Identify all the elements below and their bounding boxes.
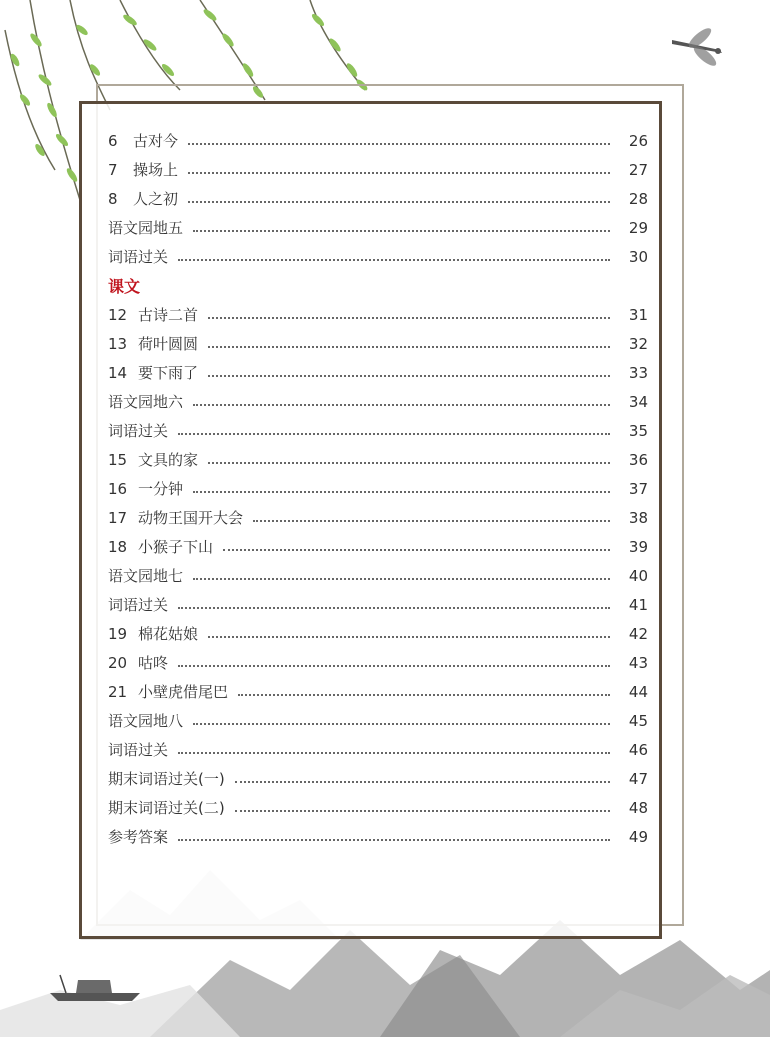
boat-icon	[50, 975, 140, 1001]
toc-entry[interactable]	[108, 504, 648, 533]
toc-entry[interactable]	[108, 301, 648, 330]
dot-leader	[208, 317, 610, 319]
dot-leader	[188, 172, 610, 174]
toc-entry-page: 40	[628, 567, 648, 585]
dot-leader	[178, 665, 610, 667]
toc-entry-page: 34	[628, 393, 648, 411]
dot-leader	[208, 375, 610, 377]
toc-entry-title: 咕咚	[138, 654, 169, 672]
toc-entry[interactable]	[108, 475, 648, 504]
toc-group-a	[108, 127, 648, 272]
toc-entry[interactable]	[108, 620, 648, 649]
toc-entry-title: 期末词语过关(一)	[108, 770, 225, 788]
dot-leader	[178, 752, 610, 754]
toc-entry-number: 12	[108, 306, 128, 324]
toc-entry-title: 古对今	[133, 132, 179, 150]
toc-entry-page: 49	[628, 828, 648, 846]
toc-entry-page: 26	[628, 132, 648, 150]
toc-entry-number: 8	[108, 190, 118, 208]
toc-entry-title: 期末词语过关(二)	[108, 799, 225, 817]
toc-entry[interactable]	[108, 417, 648, 446]
toc-entry-page: 27	[628, 161, 648, 179]
toc-entry-page: 28	[628, 190, 648, 208]
dot-leader	[193, 491, 610, 493]
toc-entry[interactable]	[108, 707, 648, 736]
toc-entry-number: 20	[108, 654, 128, 672]
toc-entry-page: 36	[628, 451, 648, 469]
toc-entry-page: 33	[628, 364, 648, 382]
toc-entry-title: 一分钟	[138, 480, 184, 498]
toc-entry-page: 32	[628, 335, 648, 353]
toc-entry-number: 13	[108, 335, 128, 353]
section-heading: 课文	[108, 277, 141, 296]
toc-entry-title: 文具的家	[138, 451, 199, 469]
toc-entry-title: 操场上	[133, 161, 179, 179]
toc-entry-title: 词语过关	[108, 248, 169, 266]
toc-entry-page: 45	[628, 712, 648, 730]
dot-leader	[193, 723, 610, 725]
toc-entry-title: 动物王国开大会	[138, 509, 244, 527]
toc-group-b	[108, 301, 648, 852]
toc-entry-number: 14	[108, 364, 128, 382]
toc-entry-number: 6	[108, 132, 118, 150]
table-of-contents	[108, 127, 648, 852]
dot-leader	[193, 578, 610, 580]
dot-leader	[235, 781, 610, 783]
dot-leader	[235, 810, 610, 812]
toc-entry-page: 35	[628, 422, 648, 440]
toc-entry-title: 语文园地八	[108, 712, 184, 730]
dot-leader	[253, 520, 610, 522]
toc-entry[interactable]	[108, 359, 648, 388]
toc-entry[interactable]	[108, 214, 648, 243]
toc-entry-title: 棉花姑娘	[138, 625, 199, 643]
dot-leader	[178, 839, 610, 841]
toc-entry[interactable]	[108, 765, 648, 794]
dot-leader	[223, 549, 610, 551]
toc-entry-number: 16	[108, 480, 128, 498]
toc-entry-number: 19	[108, 625, 128, 643]
dot-leader	[208, 462, 610, 464]
toc-entry[interactable]	[108, 156, 648, 185]
toc-entry[interactable]	[108, 243, 648, 272]
toc-entry-title: 语文园地五	[108, 219, 184, 237]
toc-entry-number: 15	[108, 451, 128, 469]
toc-entry-page: 48	[628, 799, 648, 817]
dot-leader	[188, 201, 610, 203]
toc-entry[interactable]	[108, 388, 648, 417]
toc-entry[interactable]	[108, 823, 648, 852]
toc-entry-title: 古诗二首	[138, 306, 199, 324]
toc-entry-title: 参考答案	[108, 828, 169, 846]
toc-entry-page: 47	[628, 770, 648, 788]
toc-entry-number: 17	[108, 509, 128, 527]
toc-entry[interactable]	[108, 127, 648, 156]
toc-entry-page: 42	[628, 625, 648, 643]
dot-leader	[193, 230, 610, 232]
toc-entry-page: 30	[628, 248, 648, 266]
toc-entry-page: 39	[628, 538, 648, 556]
dot-leader	[178, 433, 610, 435]
toc-entry-title: 要下雨了	[138, 364, 199, 382]
toc-entry[interactable]	[108, 736, 648, 765]
toc-entry-title: 语文园地六	[108, 393, 184, 411]
toc-entry-page: 44	[628, 683, 648, 701]
toc-entry-title: 词语过关	[108, 596, 169, 614]
toc-entry-page: 38	[628, 509, 648, 527]
toc-entry[interactable]	[108, 533, 648, 562]
toc-entry-page: 43	[628, 654, 648, 672]
toc-entry-title: 小猴子下山	[138, 538, 214, 556]
dot-leader	[178, 259, 610, 261]
toc-entry-title: 荷叶圆圆	[138, 335, 199, 353]
dot-leader	[178, 607, 610, 609]
toc-entry-title: 小壁虎借尾巴	[138, 683, 229, 701]
toc-entry-title: 词语过关	[108, 741, 169, 759]
toc-entry-page: 37	[628, 480, 648, 498]
toc-entry[interactable]	[108, 649, 648, 678]
toc-entry-title: 语文园地七	[108, 567, 184, 585]
toc-entry-title: 词语过关	[108, 422, 169, 440]
toc-entry[interactable]	[108, 794, 648, 823]
toc-entry-page: 46	[628, 741, 648, 759]
toc-entry-page: 41	[628, 596, 648, 614]
toc-entry[interactable]	[108, 446, 648, 475]
dot-leader	[238, 694, 610, 696]
toc-entry-page: 31	[628, 306, 648, 324]
toc-entry-number: 18	[108, 538, 128, 556]
dot-leader	[188, 143, 610, 145]
toc-entry-title: 人之初	[133, 190, 179, 208]
toc-entry-page: 29	[628, 219, 648, 237]
dot-leader	[208, 636, 610, 638]
toc-entry[interactable]	[108, 678, 648, 707]
toc-entry-number: 7	[108, 161, 118, 179]
dot-leader	[193, 404, 610, 406]
toc-entry[interactable]	[108, 591, 648, 620]
toc-entry[interactable]	[108, 185, 648, 214]
toc-entry[interactable]	[108, 330, 648, 359]
toc-entry-number: 21	[108, 683, 128, 701]
dot-leader	[208, 346, 610, 348]
toc-entry[interactable]	[108, 562, 648, 591]
dragonfly-icon	[672, 25, 722, 69]
